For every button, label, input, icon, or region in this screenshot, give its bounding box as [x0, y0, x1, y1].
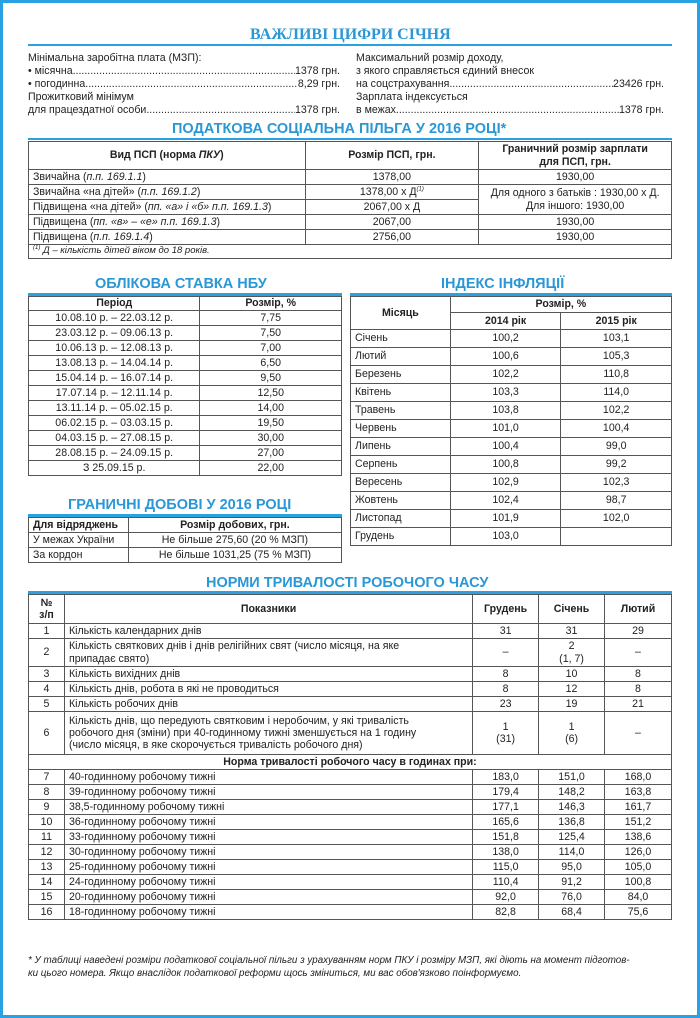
- daily-table: [28, 517, 342, 563]
- title-underline: [28, 44, 672, 46]
- table-row: Підвищена (пп. «в» – «е» п.п. 169.1.3) 2067,00 1930,00: [29, 215, 672, 230]
- table-row: [29, 386, 342, 401]
- norms-feb-cell: 84,0: [605, 890, 672, 905]
- norms-dec-cell: 179,4: [473, 785, 539, 800]
- norms-jan-cell: 95,0: [539, 860, 605, 875]
- psp-col-type: Вид ПСП (норма ПКУ): [29, 142, 306, 170]
- table-row: [29, 860, 672, 875]
- nbu-period-cell: 10.06.13 р. – 12.08.13 р.: [29, 341, 200, 356]
- norms-subheader: Норма тривалості робочого часу в годинах при:: [29, 755, 672, 770]
- norms-feb-cell: 8: [605, 682, 672, 697]
- table-row: [29, 785, 672, 800]
- inflation-2015-cell: 99,0: [561, 438, 672, 456]
- inflation-2014-cell: 100,4: [450, 438, 561, 456]
- hourly-value: 8,29 грн.: [297, 78, 340, 90]
- nbu-period-cell: 10.08.10 р. – 22.03.12 р.: [29, 311, 200, 326]
- norms-jan-cell: 1 (6): [539, 712, 605, 755]
- inflation-2014-cell: 100,2: [450, 330, 561, 348]
- footnote-line2: ки цього номера. Якщо внаслідок податкової реформи щось зміниться, ми вас обов'язково поінформуємо.: [28, 968, 522, 979]
- norms-dec-cell: –: [473, 639, 539, 667]
- nbu-period-cell: 13.08.13 р. – 14.04.14 р.: [29, 356, 200, 371]
- norms-dec-cell: 183,0: [473, 770, 539, 785]
- norms-number-cell: 14: [29, 875, 65, 890]
- norms-number-cell: 13: [29, 860, 65, 875]
- table-row: [29, 431, 342, 446]
- psp-title: ПОДАТКОВА СОЦІАЛЬНА ПІЛЬГА У 2016 РОЦІ*: [172, 121, 507, 137]
- norms-indicator-cell: Кількість святкових днів і днів релігійних свят (число місяця, на яке припадає свято): [64, 639, 472, 667]
- inflation-month-cell: Липень: [351, 438, 451, 456]
- norms-number-cell: 11: [29, 830, 65, 845]
- table-row: [29, 341, 342, 356]
- indexed-value: 1378 грн.: [618, 104, 664, 116]
- norms-indicator-cell: 36-годинному робочому тижні: [64, 815, 472, 830]
- norms-number-cell: 8: [29, 785, 65, 800]
- inflation-2014-cell: 101,0: [450, 420, 561, 438]
- important-figures-title: ВАЖЛИВІ ЦИФРИ СІЧНЯ: [250, 26, 451, 43]
- norms-dec-cell: 165,6: [473, 815, 539, 830]
- norms-col-jan: Січень: [539, 595, 605, 624]
- table-row: [29, 800, 672, 815]
- monthly-value: 1378 грн.: [294, 65, 340, 77]
- norms-feb-cell: 168,0: [605, 770, 672, 785]
- norms-feb-cell: 100,8: [605, 875, 672, 890]
- psp-col-amount: Розмір ПСП, грн.: [305, 142, 479, 170]
- hourly-label: • погодинна: [28, 78, 86, 90]
- norms-jan-cell: 146,3: [539, 800, 605, 815]
- inflation-month-cell: Грудень: [351, 528, 451, 546]
- max-income-line1: Максимальний розмір доходу,: [356, 52, 504, 64]
- inflation-col-2014: 2014 рік: [450, 313, 561, 330]
- table-row: [351, 474, 672, 492]
- norms-dec-cell: 110,4: [473, 875, 539, 890]
- norms-number-cell: 4: [29, 682, 65, 697]
- norms-feb-cell: 105,0: [605, 860, 672, 875]
- inflation-2015-cell: 103,1: [561, 330, 672, 348]
- norms-number-cell: 15: [29, 890, 65, 905]
- nbu-rate-cell: 22,00: [200, 461, 342, 476]
- norms-indicator-cell: 40-годинному робочому тижні: [64, 770, 472, 785]
- norms-indicator-cell: 33-годинному робочому тижні: [64, 830, 472, 845]
- nbu-rate-cell: 6,50: [200, 356, 342, 371]
- table-row: [29, 830, 672, 845]
- inflation-month-cell: Червень: [351, 420, 451, 438]
- nbu-col-period: Період: [29, 297, 200, 311]
- table-row: [351, 330, 672, 348]
- inflation-month-cell: Березень: [351, 366, 451, 384]
- table-row: [351, 402, 672, 420]
- norms-col-indicators: Показники: [64, 595, 472, 624]
- page-footnote: [28, 954, 672, 980]
- table-row: [29, 682, 672, 697]
- inflation-2015-cell: 114,0: [561, 384, 672, 402]
- norms-jan-cell: 31: [539, 624, 605, 639]
- psp-col-limit: Граничний розмір зарплати для ПСП, грн.: [479, 142, 672, 170]
- norms-jan-cell: 151,0: [539, 770, 605, 785]
- norms-col-feb: Лютий: [605, 595, 672, 624]
- min-wage-label: Мінімальна заробітна плата (МЗП):: [28, 52, 202, 64]
- header-left: [28, 52, 340, 117]
- inflation-month-cell: Січень: [351, 330, 451, 348]
- norms-dec-cell: 31: [473, 624, 539, 639]
- header-right: [356, 52, 664, 117]
- norms-indicator-cell: 20-годинному робочому тижні: [64, 890, 472, 905]
- norms-number-cell: 5: [29, 697, 65, 712]
- table-row: [29, 890, 672, 905]
- inflation-2015-cell: 110,8: [561, 366, 672, 384]
- monthly-row: [28, 65, 340, 78]
- nbu-period-cell: 13.11.14 р. – 05.02.15 р.: [29, 401, 200, 416]
- max-income-line2: з якого справляється єдиний внесок: [356, 65, 534, 77]
- nbu-rate-cell: 7,75: [200, 311, 342, 326]
- table-row: [29, 639, 672, 667]
- norms-indicator-cell: 38,5-годинному робочому тижні: [64, 800, 472, 815]
- nbu-rate-cell: 7,50: [200, 326, 342, 341]
- norms-jan-cell: 136,8: [539, 815, 605, 830]
- hourly-row: [28, 78, 340, 91]
- inflation-2014-cell: 103,0: [450, 528, 561, 546]
- nbu-table: [28, 296, 342, 476]
- norms-dec-cell: 1 (31): [473, 712, 539, 755]
- norms-title: НОРМИ ТРИВАЛОСТІ РОБОЧОГО ЧАСУ: [206, 575, 489, 591]
- inflation-month-cell: Вересень: [351, 474, 451, 492]
- max-income-value: 23426 грн.: [613, 78, 664, 90]
- inflation-2015-cell: 102,3: [561, 474, 672, 492]
- norms-indicator-cell: 39-годинному робочому тижні: [64, 785, 472, 800]
- inflation-month-cell: Лютий: [351, 348, 451, 366]
- table-row: Звичайна «на дітей» (п.п. 169.1.2) 1378,00 х $Д^{(1)}$ Для одного з батьків : 1930,00 х Д. Для іншого: 1930,00: [29, 185, 672, 200]
- nbu-period-cell: 17.07.14 р. – 12.11.14 р.: [29, 386, 200, 401]
- norms-jan-cell: 114,0: [539, 845, 605, 860]
- table-row: [351, 366, 672, 384]
- norms-dec-cell: 23: [473, 697, 539, 712]
- table-row: Підвищена (п.п. 169.1.4) 2756,00 1930,00: [29, 230, 672, 245]
- norms-number-cell: 7: [29, 770, 65, 785]
- inflation-2014-cell: 103,8: [450, 402, 561, 420]
- nbu-rate-cell: 27,00: [200, 446, 342, 461]
- psp-title-line: [28, 138, 672, 140]
- nbu-col-rate: Розмір, %: [200, 297, 342, 311]
- table-row: За кордон Не більше 1031,25 (75 % МЗП): [29, 548, 342, 563]
- inflation-col-month: Місяць: [351, 297, 451, 330]
- norms-number-cell: 2: [29, 639, 65, 667]
- nbu-rate-cell: 14,00: [200, 401, 342, 416]
- nbu-period-cell: 04.03.15 р. – 27.08.15 р.: [29, 431, 200, 446]
- table-row: [29, 712, 672, 755]
- inflation-2014-cell: 103,3: [450, 384, 561, 402]
- norms-indicator-cell: 25-годинному робочому тижні: [64, 860, 472, 875]
- table-row: У межах України Не більше 275,60 (20 % МЗП): [29, 533, 342, 548]
- psp-merged-limit: Для одного з батьків : 1930,00 х Д. Для іншого: 1930,00: [479, 185, 672, 215]
- nbu-title: ОБЛІКОВА СТАВКА НБУ: [95, 276, 267, 292]
- indexed-row: [356, 104, 664, 117]
- table-row: Підвищена «на дітей» (пп. «а» і «б» п.п. 169.1.3) 2067,00 х Д: [29, 200, 672, 215]
- inflation-title: ІНДЕКС ІНФЛЯЦІЇ: [441, 276, 565, 292]
- norms-table: [28, 594, 672, 920]
- inflation-month-cell: Квітень: [351, 384, 451, 402]
- inflation-table: [350, 296, 672, 546]
- indexed-label: в межах: [356, 104, 396, 116]
- table-row: [29, 461, 342, 476]
- inflation-2015-cell: 102,2: [561, 402, 672, 420]
- norms-number-cell: 9: [29, 800, 65, 815]
- nbu-rate-cell: 19,50: [200, 416, 342, 431]
- norms-feb-cell: 21: [605, 697, 672, 712]
- nbu-period-cell: 28.08.15 р. – 24.09.15 р.: [29, 446, 200, 461]
- table-row: [29, 845, 672, 860]
- norms-indicator-cell: Кількість днів, робота в які не проводиться: [64, 682, 472, 697]
- nbu-rate-cell: 9,50: [200, 371, 342, 386]
- nbu-rate-cell: 7,00: [200, 341, 342, 356]
- norms-dec-cell: 8: [473, 667, 539, 682]
- inflation-2015-cell: 100,4: [561, 420, 672, 438]
- table-row: Звичайна (п.п. 169.1.1) 1378,00 1930,00: [29, 170, 672, 185]
- table-row: [351, 492, 672, 510]
- monthly-label: • місячна: [28, 65, 73, 77]
- norms-jan-cell: 148,2: [539, 785, 605, 800]
- table-row: [29, 815, 672, 830]
- inflation-col-size: Розмір, %: [450, 297, 671, 313]
- inflation-2014-cell: 100,8: [450, 456, 561, 474]
- table-row: [351, 510, 672, 528]
- norms-feb-cell: –: [605, 712, 672, 755]
- inflation-month-cell: Листопад: [351, 510, 451, 528]
- max-income-label: на соцстрахування: [356, 78, 450, 90]
- inflation-2014-cell: 101,9: [450, 510, 561, 528]
- daily-col-size: Розмір добових, грн.: [128, 518, 341, 533]
- norms-jan-cell: 19: [539, 697, 605, 712]
- norms-number-cell: 1: [29, 624, 65, 639]
- inflation-2015-cell: 102,0: [561, 510, 672, 528]
- norms-indicator-cell: 24-годинному робочому тижні: [64, 875, 472, 890]
- norms-dec-cell: 177,1: [473, 800, 539, 815]
- nbu-rate-cell: 30,00: [200, 431, 342, 446]
- inflation-2015-cell: 98,7: [561, 492, 672, 510]
- table-row: [29, 667, 672, 682]
- table-row: [29, 875, 672, 890]
- norms-jan-cell: 2 (1, 7): [539, 639, 605, 667]
- norms-number-cell: 12: [29, 845, 65, 860]
- norms-jan-cell: 12: [539, 682, 605, 697]
- nbu-period-cell: 23.03.12 р. – 09.06.13 р.: [29, 326, 200, 341]
- table-row: [29, 770, 672, 785]
- norms-dec-cell: 138,0: [473, 845, 539, 860]
- norms-jan-cell: 76,0: [539, 890, 605, 905]
- norms-number-cell: 16: [29, 905, 65, 920]
- norms-jan-cell: 68,4: [539, 905, 605, 920]
- psp-table: [28, 141, 672, 259]
- indexed-line1: Зарплата індексується: [356, 91, 468, 103]
- norms-jan-cell: 125,4: [539, 830, 605, 845]
- norms-dec-cell: 115,0: [473, 860, 539, 875]
- norms-dec-cell: 92,0: [473, 890, 539, 905]
- daily-col-trip: Для відряджень: [29, 518, 129, 533]
- daily-title: ГРАНИЧНІ ДОБОВІ У 2016 РОЦІ: [68, 497, 292, 513]
- norms-col-no: № з/п: [29, 595, 65, 624]
- inflation-month-cell: Жовтень: [351, 492, 451, 510]
- norms-indicator-cell: 18-годинному робочому тижні: [64, 905, 472, 920]
- max-income-row: [356, 78, 664, 91]
- inflation-2015-cell: 99,2: [561, 456, 672, 474]
- table-row: [351, 348, 672, 366]
- subsistence-value: 1378 грн.: [294, 104, 340, 116]
- table-row: [29, 311, 342, 326]
- table-row: [29, 356, 342, 371]
- inflation-2015-cell: 105,3: [561, 348, 672, 366]
- subsistence-row: [28, 104, 340, 117]
- table-row: [351, 384, 672, 402]
- norms-feb-cell: 8: [605, 667, 672, 682]
- norms-dec-cell: 151,8: [473, 830, 539, 845]
- inflation-2014-cell: 100,6: [450, 348, 561, 366]
- norms-jan-cell: 10: [539, 667, 605, 682]
- table-row: [351, 528, 672, 546]
- norms-col-dec: Грудень: [473, 595, 539, 624]
- table-row: [29, 401, 342, 416]
- table-row: [29, 326, 342, 341]
- norms-number-cell: 3: [29, 667, 65, 682]
- inflation-col-2015: 2015 рік: [561, 313, 672, 330]
- norms-indicator-cell: Кількість робочих днів: [64, 697, 472, 712]
- inflation-month-cell: Травень: [351, 402, 451, 420]
- psp-footnote: $^{(1)}$ Д – кількість дітей віком до 18 років.: [29, 245, 672, 259]
- norms-feb-cell: –: [605, 639, 672, 667]
- table-row: [29, 446, 342, 461]
- table-row: [351, 420, 672, 438]
- table-row: [351, 456, 672, 474]
- norms-number-cell: 10: [29, 815, 65, 830]
- norms-feb-cell: 126,0: [605, 845, 672, 860]
- footnote-line1: * У таблиці наведені розміри податкової соціальної пільги з урахуванням норм ПКУ і розміру МЗП, які діють на момент підготов-: [28, 955, 630, 966]
- norms-number-cell: 6: [29, 712, 65, 755]
- inflation-2014-cell: 102,9: [450, 474, 561, 492]
- inflation-2015-cell: [561, 528, 672, 546]
- table-row: [351, 438, 672, 456]
- nbu-period-cell: 06.02.15 р. – 03.03.15 р.: [29, 416, 200, 431]
- norms-feb-cell: 138,6: [605, 830, 672, 845]
- norms-dec-cell: 8: [473, 682, 539, 697]
- norms-feb-cell: 75,6: [605, 905, 672, 920]
- table-row: [29, 416, 342, 431]
- nbu-period-cell: 15.04.14 р. – 16.07.14 р.: [29, 371, 200, 386]
- norms-indicator-cell: Кількість днів, що передують святковим і неробочим, у які тривалість робочого дня (зміни) при 40-годинному тижні зменшується на 1 годину (число місяця, в яке скорочується тривалість робочого дня): [64, 712, 472, 755]
- norms-jan-cell: 91,2: [539, 875, 605, 890]
- norms-indicator-cell: Кількість календарних днів: [64, 624, 472, 639]
- norms-feb-cell: 163,8: [605, 785, 672, 800]
- norms-indicator-cell: 30-годинному робочому тижні: [64, 845, 472, 860]
- inflation-month-cell: Серпень: [351, 456, 451, 474]
- norms-feb-cell: 151,2: [605, 815, 672, 830]
- norms-feb-cell: 161,7: [605, 800, 672, 815]
- table-row: [29, 697, 672, 712]
- table-row: [29, 371, 342, 386]
- norms-indicator-cell: Кількість вихідних днів: [64, 667, 472, 682]
- nbu-period-cell: З 25.09.15 р.: [29, 461, 200, 476]
- inflation-2014-cell: 102,4: [450, 492, 561, 510]
- inflation-2014-cell: 102,2: [450, 366, 561, 384]
- norms-dec-cell: 82,8: [473, 905, 539, 920]
- subsistence-line1: Прожитковий мінімум: [28, 91, 134, 103]
- table-row: [29, 905, 672, 920]
- subsistence-label: для працездатної особи: [28, 104, 147, 116]
- table-row: [29, 624, 672, 639]
- nbu-rate-cell: 12,50: [200, 386, 342, 401]
- norms-feb-cell: 29: [605, 624, 672, 639]
